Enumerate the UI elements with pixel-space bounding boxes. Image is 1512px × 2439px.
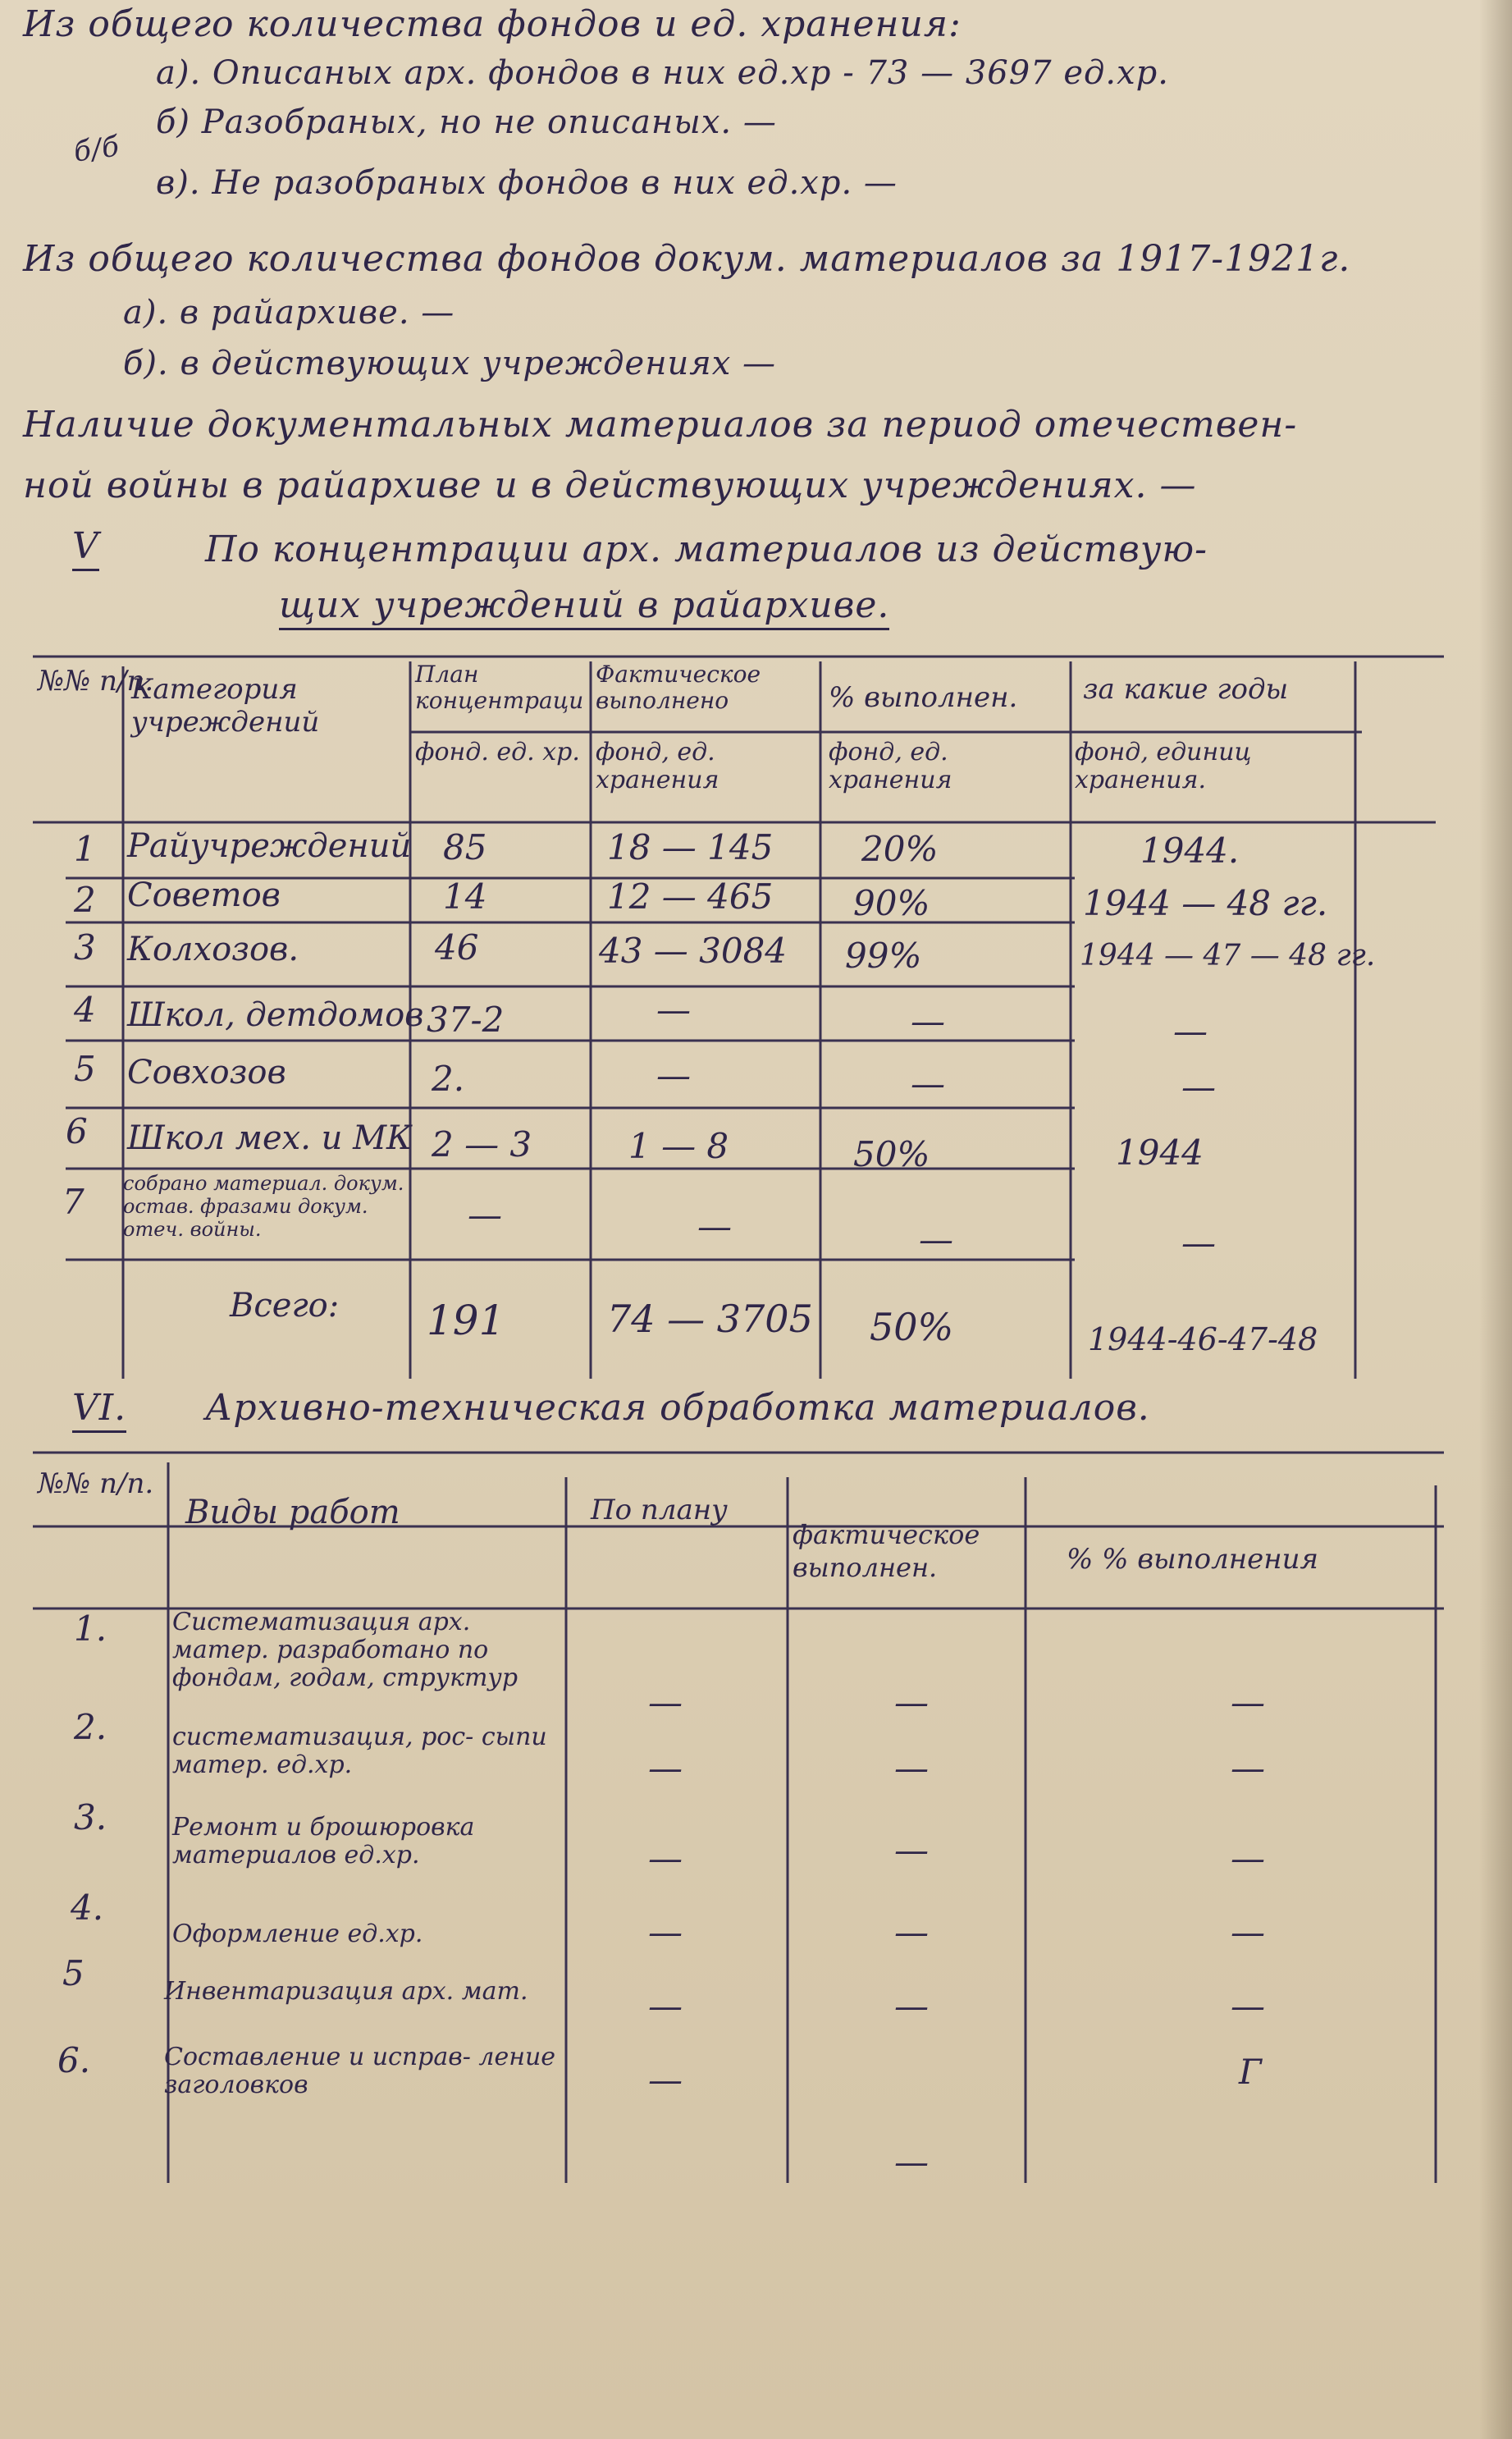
- s5-header-years: за какие годы: [1083, 673, 1289, 706]
- intro-item-a: а). Описаных арх. фондов в них ед.хр - 73 — 3697 ед.хр.: [156, 54, 1169, 92]
- s6-row-num: 6.: [57, 2040, 91, 2080]
- s5-row-plan: 85: [443, 827, 487, 867]
- s5-row-fact: —: [656, 1055, 691, 1096]
- s5-row-num: 6: [66, 1111, 88, 1151]
- page-edge-shadow: [1479, 0, 1512, 2439]
- s5-row-plan: 2.: [432, 1059, 465, 1099]
- s5-row-category: Райучреждений: [127, 827, 412, 865]
- s5-total-fact: 74 — 3705: [607, 1297, 813, 1341]
- s6-header-pct: % % выполнения: [1067, 1543, 1319, 1576]
- s5-row-pct: —: [911, 1064, 945, 1104]
- intro-item2-a: а). в райархиве. —: [123, 294, 455, 332]
- section6-numeral: VI.: [72, 1387, 126, 1433]
- intro-item-b: б) Разобраных, но не описаных. —: [156, 103, 777, 141]
- s6-row-kind: Составление и исправ- ление заголовков: [164, 2043, 556, 2099]
- s6-row-num: 3.: [74, 1797, 107, 1837]
- s5-header-plan: План концентраци: [415, 661, 584, 714]
- s6-row-kind: Систематизация арх. матер. разработано по фондам, годам, структур: [172, 1608, 518, 1692]
- s5-row-fact: 43 — 3084: [599, 931, 788, 971]
- s6-row-pct: Г: [1239, 2052, 1262, 2092]
- s6-row-pct: —: [1231, 1986, 1265, 2026]
- s5-header-plan-sub: фонд. ед. хр.: [415, 738, 580, 766]
- s5-row-category: Школ, детдомов: [127, 996, 424, 1034]
- s5-row-fact: —: [697, 1206, 732, 1247]
- intro-line-3b: ной войны в райархиве и в действующих учреждениях. —: [23, 464, 1197, 506]
- s5-row-num: 5: [74, 1049, 96, 1089]
- s5-row-category: Советов: [127, 876, 281, 914]
- s5-total-years: 1944-46-47-48: [1088, 1321, 1318, 1357]
- s5-row-num: 2: [74, 880, 96, 920]
- s6-row-plan: —: [648, 1986, 683, 2026]
- s5-row-num: 4: [74, 990, 96, 1030]
- section5-title-line1: По концентрации арх. материалов из действую-: [205, 529, 1208, 570]
- s6-row-num: 4.: [71, 1888, 104, 1928]
- s5-row-fact: 12 — 465: [607, 876, 774, 917]
- section5-numeral: V: [72, 525, 99, 571]
- s5-header-fact: Фактическое выполнено: [596, 661, 761, 714]
- s5-row-years: 1944 — 47 — 48 гг.: [1080, 939, 1376, 972]
- s5-row-pct: —: [919, 1220, 953, 1260]
- s5-row-category: Совхозов: [127, 1054, 286, 1091]
- s6-row-num: 2.: [74, 1707, 107, 1747]
- s5-header-pct: % выполнен.: [829, 681, 1018, 714]
- s6-row-plan: —: [648, 1912, 683, 1952]
- s5-row-plan: 37-2: [427, 1000, 505, 1040]
- s5-row-years: —: [1173, 1011, 1208, 1051]
- s5-row-pct: 50%: [853, 1134, 930, 1174]
- s5-row-fact: 1 — 8: [628, 1126, 729, 1166]
- s5-row-plan: —: [468, 1195, 502, 1235]
- intro-item2-b: б). в действующих учреждениях —: [123, 345, 777, 382]
- s6-row-plan: —: [648, 1748, 683, 1788]
- s5-row-years: 1944 — 48 гг.: [1083, 883, 1328, 923]
- s6-row-kind: Ремонт и брошюровка материалов ед.хр.: [172, 1813, 475, 1869]
- section5-title-line2: щих учреждений в райархиве.: [279, 584, 889, 630]
- s5-total-pct: 50%: [870, 1305, 954, 1349]
- s5-row-category: Школ мех. и МК: [127, 1119, 413, 1157]
- s6-row-plan: —: [648, 1682, 683, 1723]
- s5-row-fact: —: [656, 990, 691, 1030]
- s5-total-label: Всего:: [230, 1287, 340, 1325]
- margin-note: б/б: [71, 130, 122, 169]
- s5-header-num: №№ п/п.: [38, 665, 154, 698]
- s6-row-fact: —: [894, 1682, 929, 1723]
- s5-total-plan: 191: [427, 1297, 505, 1344]
- s6-row-kind: Инвентаризация арх. мат.: [164, 1977, 528, 2006]
- s6-row-fact: —: [894, 1830, 929, 1870]
- s5-row-pct: 90%: [853, 883, 930, 923]
- s5-header-category: Категория учреждений: [131, 673, 320, 739]
- s6-row-pct: —: [1231, 1682, 1265, 1723]
- s6-header-fact: фактическое выполнен.: [793, 1519, 980, 1583]
- s5-row-pct: 20%: [861, 829, 939, 869]
- s5-row-num: 7: [62, 1182, 85, 1222]
- s5-row-num: 3: [74, 927, 96, 968]
- intro-item-c: в). Не разобраных фондов в них ед.хр. —: [156, 164, 898, 202]
- s5-row-plan: 46: [435, 927, 479, 968]
- s5-header-years-sub: фонд, единиц хранения.: [1075, 738, 1252, 794]
- s6-row-fact: —: [894, 1912, 929, 1952]
- s5-row-pct: 99%: [845, 936, 922, 976]
- s6-row-pct: —: [1231, 1838, 1265, 1878]
- s5-row-category: собрано материал. докум. остав. фразами докум. отеч. войны.: [123, 1172, 404, 1241]
- s6-row-fact: —: [894, 2142, 929, 2182]
- s6-header-kind: Виды работ: [185, 1494, 400, 1531]
- s5-row-num: 1: [74, 829, 96, 869]
- s6-header-plan: По плану: [591, 1494, 728, 1526]
- s5-row-fact: 18 — 145: [607, 827, 774, 867]
- s5-row-years: 1944: [1116, 1133, 1204, 1173]
- s6-row-plan: —: [648, 2060, 683, 2100]
- s6-row-num: 1.: [74, 1608, 107, 1649]
- section6-title: Архивно-техническая обработка материалов.: [205, 1387, 1150, 1429]
- s5-row-years: —: [1181, 1067, 1216, 1107]
- s5-row-plan: 2 — 3: [432, 1124, 532, 1165]
- s5-row-category: Колхозов.: [127, 931, 299, 968]
- s6-row-fact: —: [894, 1986, 929, 2026]
- s5-row-pct: —: [911, 1001, 945, 1041]
- s5-header-fact-sub: фонд, ед. хранения: [596, 738, 719, 794]
- s6-row-plan: —: [648, 1838, 683, 1878]
- s5-header-pct-sub: фонд, ед. хранения: [829, 738, 952, 794]
- s5-row-plan: 14: [443, 876, 487, 917]
- s6-row-kind: систематизация, рос- сыпи матер. ед.хр.: [172, 1723, 547, 1779]
- s5-row-years: —: [1181, 1223, 1216, 1263]
- intro-line-2: Из общего количества фондов докум. материалов за 1917-1921г.: [23, 238, 1351, 280]
- s6-header-num: №№ п/п.: [38, 1467, 154, 1500]
- s6-row-fact: —: [894, 1748, 929, 1788]
- s6-row-kind: Оформление ед.хр.: [172, 1920, 423, 1948]
- s6-row-num: 5: [62, 1953, 85, 1993]
- s6-row-pct: —: [1231, 1748, 1265, 1788]
- s5-row-years: 1944.: [1140, 831, 1240, 871]
- intro-line-1: Из общего количества фондов и ед. хранения:: [23, 3, 962, 45]
- s6-row-pct: —: [1231, 1912, 1265, 1952]
- intro-line-3a: Наличие документальных материалов за период отечествен-: [23, 404, 1298, 446]
